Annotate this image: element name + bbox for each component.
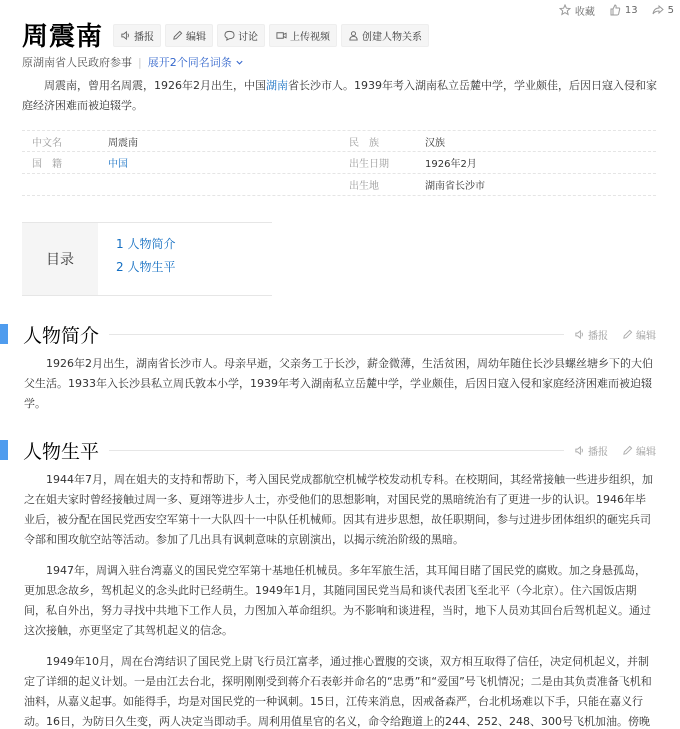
video-camera-icon <box>276 30 287 41</box>
pencil-icon <box>622 445 633 456</box>
toc-item-biography[interactable]: 2 人物生平 <box>116 260 176 274</box>
lemma-summary <box>22 76 658 116</box>
report-button[interactable] <box>113 24 161 47</box>
info-row <box>22 174 656 196</box>
section-report-label: 播报 <box>588 446 608 458</box>
discuss-label: 讨论 <box>238 32 259 43</box>
chat-bubble-icon <box>224 30 235 41</box>
pencil-icon <box>622 329 633 340</box>
paragraph: 1949年10月，周在台湾结识了国民党上尉飞行员江富孝，通过推心置腹的交谈，双方相互取得了信任，决定伺机起义，并制定了详细的起义计划。一是由江去台北，探明刚刚受到蒋介石表彰并命名的“忠勇”和“爱国”号飞机情况；二是由其负责准备飞机和油料，从嘉义起事。如能得手，均是对国民党的一种讽刺。15日，江传来消息，因戒备森严，台北机场难以下手，只能在嘉义行动。16日，为防日久生变，两人决定当即动手。周利用值星官的名义，命令给跑道上的244、252、248、300号飞机加油。傍晚 <box>24 655 652 728</box>
info-value: 周震南 <box>108 137 138 149</box>
info-label: 国 籍 <box>32 159 62 170</box>
section-edit-button[interactable] <box>622 327 656 342</box>
section-header-biography <box>0 435 680 465</box>
section-marker <box>0 324 8 344</box>
favorite-label: 收藏 <box>574 6 595 18</box>
info-label: 出生日期 <box>349 159 389 170</box>
section-edit-button[interactable] <box>622 443 656 458</box>
summary-text-2: 省长沙市人。1939年考入湖南私立岳麓中学，学业颇佳，后因日寇入侵和家庭经济困难而被迫辍学。 <box>22 79 657 112</box>
chevron-down-icon[interactable] <box>235 58 244 67</box>
create-relation-button[interactable] <box>341 24 429 47</box>
toc-title: 目录 <box>22 223 98 295</box>
speaker-icon <box>120 30 131 41</box>
info-row <box>22 130 656 152</box>
share-count: 5 <box>667 4 674 16</box>
section-report-button[interactable] <box>574 327 608 342</box>
section-title: 人物生平 <box>23 440 100 463</box>
table-of-contents <box>22 222 272 296</box>
toc-list <box>98 223 175 295</box>
subtitle-row <box>22 54 244 70</box>
title-actions <box>113 24 429 47</box>
subtitle-divider: | <box>138 55 142 69</box>
upload-video-label: 上传视频 <box>290 32 331 43</box>
section-report-label: 播报 <box>588 330 608 342</box>
share-icon <box>652 4 664 16</box>
toc-item-profile[interactable]: 1 人物简介 <box>116 237 176 251</box>
favorite-button[interactable] <box>559 3 595 18</box>
like-button[interactable] <box>609 4 638 16</box>
subtitle-desc: 原湖南省人民政府参事 <box>22 56 132 69</box>
paragraph: 1944年7月，周在姐夫的支持和帮助下，考入国民党成都航空机械学校发动机专科。在校期间，其经常接触一些进步组织，加之在姐夫家时曾经接触过周一多、夏翊等进步人士，亦受他们的思想影响，对国民党的黑暗统治有了更进一步的认识。1946年毕业后，被分配在国民党西安空军第十一大队四十一中队任机械师。因其有进步思想，故任职期间，参与过进步团体组织的砸宪兵司令部和围攻航空站等活动。参加了几出具有讽刺意味的京剧演出，以揭示统治阶级的黑暗。 <box>24 473 653 546</box>
info-value: 1926年2月 <box>425 159 477 170</box>
thumbs-up-icon <box>609 4 621 16</box>
info-label: 民 族 <box>349 137 379 149</box>
discuss-button[interactable] <box>217 24 265 47</box>
summary-text-1: 周震南，曾用名周震，1926年2月出生，中国 <box>44 79 266 92</box>
basic-info-table <box>22 130 656 196</box>
speaker-icon <box>574 445 585 456</box>
section-header-profile <box>0 319 680 349</box>
expand-homonyms-link[interactable]: 展开2个同名词条 <box>147 56 232 69</box>
info-value-link[interactable]: 中国 <box>108 159 128 170</box>
like-count: 13 <box>624 4 638 16</box>
title-row <box>22 16 429 53</box>
section-report-button[interactable] <box>574 443 608 458</box>
edit-button[interactable] <box>165 24 213 47</box>
share-button[interactable] <box>652 4 674 16</box>
report-label: 播报 <box>134 32 155 43</box>
info-row <box>22 152 656 174</box>
section-divider <box>109 334 564 335</box>
upload-video-button[interactable] <box>269 24 337 47</box>
section-edit-label: 编辑 <box>636 330 656 342</box>
paragraph: 1926年2月出生，湖南省长沙市人。母亲早逝，父亲务工于长沙，薪金微薄，生活贫困，周幼年随住长沙县螺丝塘乡下的大伯父生活。1933年入长沙县私立周氏敦本小学，1939年考入湖南私立岳麓中学，学业颇佳，后因日寇入侵和家庭经济困难而被迫辍学。 <box>24 357 653 410</box>
section-title: 人物简介 <box>23 324 100 347</box>
speaker-icon <box>574 329 585 340</box>
info-label: 中文名 <box>32 137 62 149</box>
info-value: 湖南省长沙市 <box>425 181 485 192</box>
section-edit-label: 编辑 <box>636 446 656 458</box>
people-icon <box>348 30 359 41</box>
page-title: 周震南 <box>22 22 104 52</box>
pencil-icon <box>172 30 183 41</box>
top-toolbar <box>559 0 674 20</box>
section-marker <box>0 440 8 460</box>
section-divider <box>109 450 564 451</box>
paragraph: 1947年，周调入驻台湾嘉义的国民党空军第十基地任机械员。多年军旅生活，其耳闻目睹了国民党的腐败。加之身悬孤岛，更加思念故乡，驾机起义的念头此时已经萌生。1949年1月，其随同国民党当局和谈代表团飞至北平（今北京）。住六国饭店期间，私自外出，努力寻找中共地下工作人员，力图加入革命组织。为不影响和谈进程，当时，地下人员劝其回台后驾机起义。通过这次接触，亦更坚定了其驾机起义的信念。 <box>24 564 651 637</box>
edit-label: 编辑 <box>186 32 207 43</box>
star-icon <box>559 4 571 16</box>
summary-link-hunan[interactable]: 湖南 <box>266 79 288 92</box>
info-label: 出生地 <box>349 181 379 192</box>
create-relation-label: 创建人物关系 <box>362 32 423 43</box>
info-value: 汉族 <box>425 137 445 149</box>
